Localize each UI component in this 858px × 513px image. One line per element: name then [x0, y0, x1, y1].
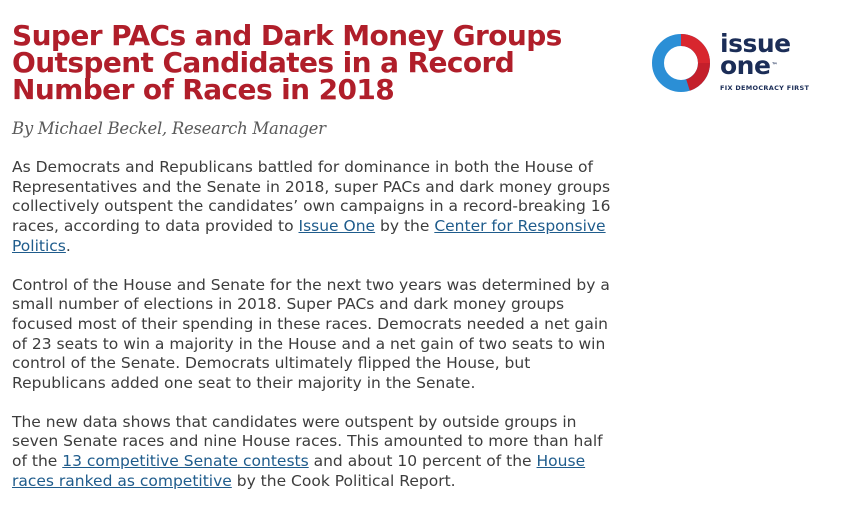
article-title: Super PACs and Dark Money Groups Outspent Candidates in a Record Number of Races in 2018 — [12, 19, 562, 106]
paragraph-1 — [12, 158, 617, 257]
logo-tagline: FIX DEMOCRACY FIRST — [720, 84, 810, 92]
article — [12, 19, 617, 492]
paragraph-2: Control of the House and Senate for the next two years was determined by a small number of elections in 2018. Super PACs and dark money groups focused most of their spending in these races. Democrats needed a net gain of 23 seats to win a majority in the House and a net gain of two seats to win control of the Senate. Democrats ultimately flipped the House, but Republicans added one seat to their majority in the Senate. — [12, 275, 610, 393]
paragraph-text: The new data shows that candidates were outspent by outside groups in seven Senate races and nine House races. This amounted to more than half of the — [12, 412, 603, 471]
competitive-house-races-link[interactable]: House races ranked as competitive — [12, 452, 586, 490]
paragraph-text: and about 10 percent of the — [308, 452, 537, 471]
paragraph-text: by the — [375, 217, 435, 236]
paragraph-3 — [12, 413, 617, 492]
competitive-senate-contests-link[interactable]: 13 competitive Senate contests — [62, 452, 309, 471]
logo-line-1: issue — [720, 29, 791, 58]
logo-line-2 — [720, 51, 791, 80]
trademark-mark: ™ — [771, 62, 777, 69]
byline: By Michael Beckel, Research Manager — [12, 119, 326, 138]
paragraph-text: As Democrats and Republicans battled for dominance in both the House of Representatives and the Senate in 2018, super PACs and dark money groups collectively outspent the candidates’ own campaigns in a record-breaking 16 races, according to data provided to — [12, 158, 611, 236]
paragraph-text: . — [65, 236, 71, 255]
issue-one-logo[interactable] — [648, 30, 828, 100]
center-for-responsive-politics-link[interactable]: Center for Responsive Politics — [12, 217, 606, 255]
ring-icon — [648, 30, 714, 96]
paragraph-text: by the Cook Political Report. — [231, 471, 456, 490]
issue-one-link[interactable]: Issue One — [298, 217, 376, 236]
logo-wordmark — [720, 29, 791, 80]
logo-line-2-text: one — [720, 51, 771, 80]
